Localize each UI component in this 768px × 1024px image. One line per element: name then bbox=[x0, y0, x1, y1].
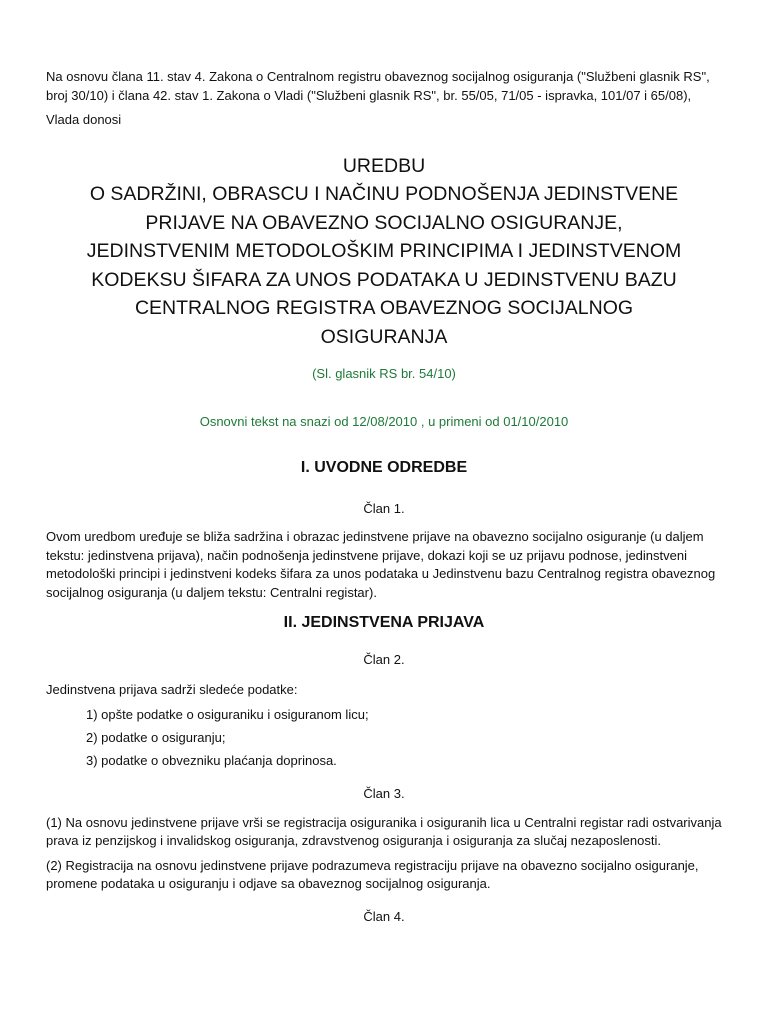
article-label-1: Član 1. bbox=[363, 501, 405, 516]
legal-basis-paragraph: Na osnovu člana 11. stav 4. Zakona o Centralnom registru obaveznog socijalnog osiguranja ("Službeni glasnik RS", broj 30/10) i člana 42. stav 1. Zakona o Vladi ("Službeni glasnik RS", br. 55/05, 71/05 - ispravka, 101/07 i 65/08), bbox=[46, 69, 710, 103]
basic-text-validity: Osnovni tekst na snazi od 12/08/2010 , u primeni od 01/10/2010 bbox=[199, 414, 569, 429]
title-line: JEDINSTVENIM METODOLOŠKIM PRINCIPIMA I JEDINSTVENOM bbox=[86, 240, 682, 262]
issuer-line: Vlada donosi bbox=[46, 112, 122, 127]
title-line: OSIGURANJA bbox=[320, 325, 448, 348]
article-label-3: Član 3. bbox=[363, 785, 405, 801]
section-heading-introductory: I. UVODNE ODREDBE bbox=[300, 459, 468, 476]
list-item: 1) opšte podatke o osiguraniku i osiguranom licu; bbox=[86, 706, 369, 722]
gazette-reference: (Sl. glasnik RS br. 54/10) bbox=[312, 366, 456, 381]
regulation-title bbox=[46, 152, 722, 352]
section-heading-unified-application: II. JEDINSTVENA PRIJAVA bbox=[283, 614, 485, 631]
title-line: CENTRALNOG REGISTRA OBAVEZNOG SOCIJALNOG bbox=[134, 297, 634, 319]
list-item: 2) podatke o osiguranju; bbox=[86, 729, 226, 745]
document-page bbox=[46, 68, 722, 926]
title-line: PRIJAVE NA OBAVEZNO SOCIJALNO OSIGURANJE, bbox=[145, 211, 623, 234]
title-line: KODEKSU ŠIFARA ZA UNOS PODATAKA U JEDINSTVENU BAZU bbox=[91, 268, 677, 291]
list-item: 3) podatke o obvezniku plaćanja doprinosa. bbox=[86, 752, 337, 768]
article-3-paragraph-2: (2) Registracija na osnovu jedinstvene prijave podrazumeva registraciju prijave na obavezno socijalno osiguranje, promene podataka u osiguranju i odjave sa obaveznog socijalnog osiguranja. bbox=[46, 857, 699, 891]
article-1-text: Ovom uredbom uređuje se bliža sadržina i obrazac jedinstvene prijave na obavezno socijalno osiguranje (u daljem tekstu: jedinstvena prijava), način podnošenja jedinstvene prijave, dokazi koji se uz prijavu podnose, jedinstveni metodološki principi i jedinstveni kodeks šifara za unos podataka u Jedinstvenu bazu Centralnog registra obaveznog socijalnog osiguranja (u daljem tekstu: Centralni registar). bbox=[46, 529, 716, 600]
article-label-4: Član 4. bbox=[363, 908, 405, 924]
article-3-paragraph-1: (1) Na osnovu jedinstvene prijave vrši se registracija osiguranika i osiguranih lica u Centralni registar radi ostvarivanja prava iz penzijskog i invalidskog osiguranja, zdravstvenog osiguranja i osiguranja za slučaj nezaposlenosti. bbox=[46, 814, 722, 848]
article-label-2: Član 2. bbox=[363, 652, 405, 667]
article-2-text: Jedinstvena prijava sadrži sledeće podatke: bbox=[46, 682, 298, 697]
title-line: O SADRŽINI, OBRASCU I NAČINU PODNOŠENJA JEDINSTVENE bbox=[89, 183, 679, 205]
title-line: UREDBU bbox=[342, 154, 426, 177]
